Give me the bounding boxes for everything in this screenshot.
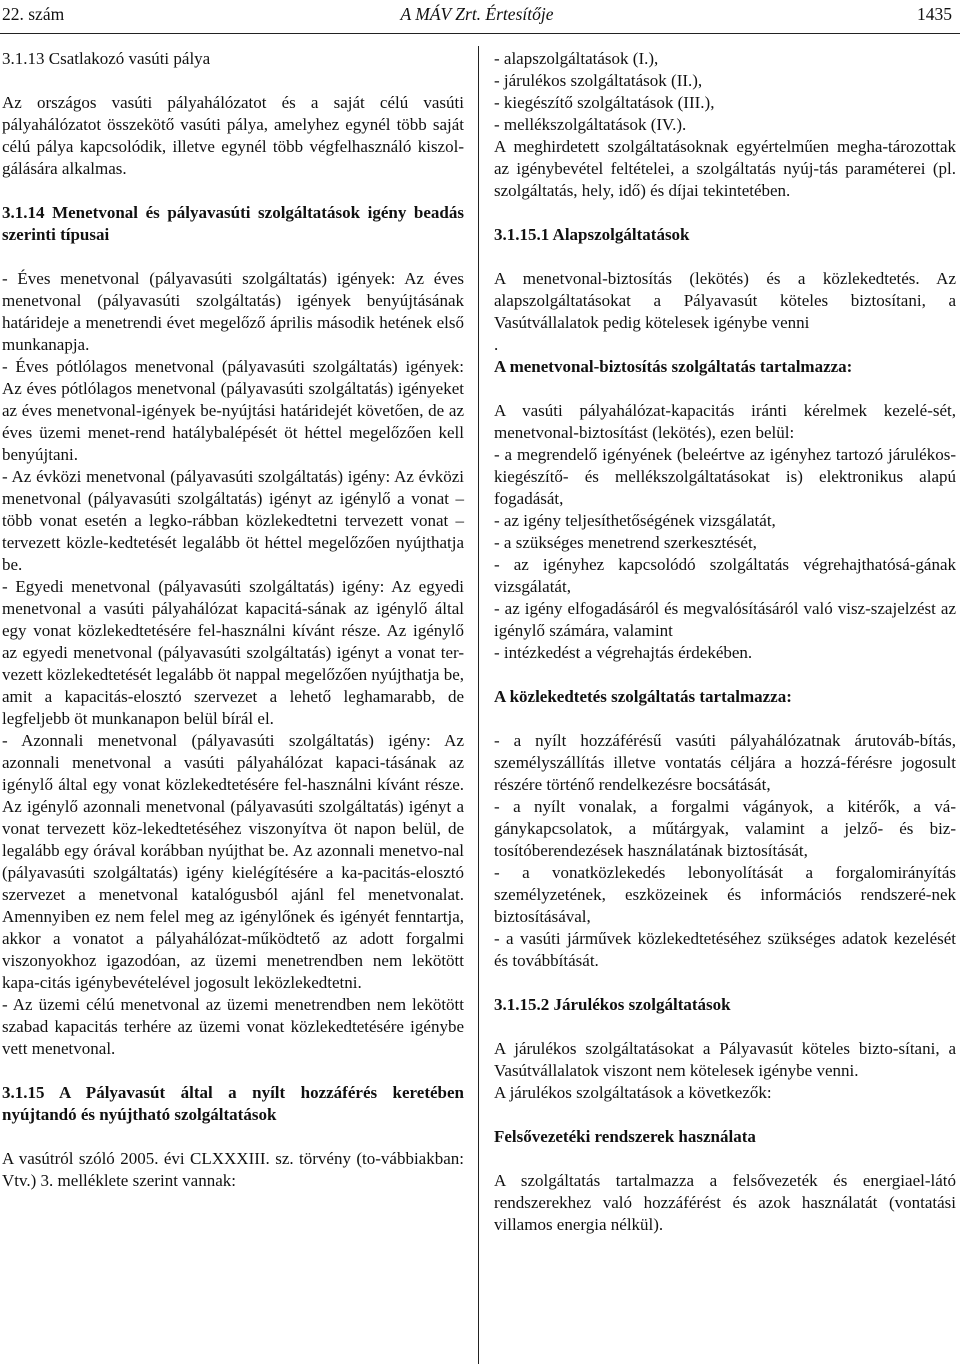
paragraph-vtv: A vasútról szóló 2005. évi CLXXXIII. sz. törvény (to-vábbiakban: Vtv.) 3. melléklete szerint vannak: xyxy=(2,1149,464,1190)
section-3-1-13-text: Az országos vasúti pályahálózatot és a saját célú vasúti pályahálózatot összekötő vasúti pálya, amelyhez egynél több saját célú pálya kapcsolódik, illetve egynél több végfelhasználó kiszol-gálására alkalmas. xyxy=(2,93,464,178)
section-3-1-15-title: 3.1.15 A Pályavasút által a nyílt hozzáférés keretében nyújtandó és nyújtható szolgáltatások xyxy=(2,1083,464,1124)
section-3-1-14-title: Menetvonal és pályavasúti szolgáltatások igény beadás szerinti típusai xyxy=(2,203,464,244)
list-item: - intézkedést a végrehajtás érdekében. xyxy=(494,643,753,662)
list-item: - a megrendelő igényének (beleértve az igényhez tartozó járulékos-kiegészítő- és mellékszolgáltatásokat is) elektronikus alapú fogadását, xyxy=(494,445,956,508)
issue-number: 22. szám xyxy=(2,4,65,24)
column-divider xyxy=(478,46,479,1364)
paragraph-jarulekos-2: A járulékos szolgáltatások a következők: xyxy=(494,1083,772,1102)
paragraph-dot: . xyxy=(494,335,499,354)
paragraph-evkozi: - Az évközi menetvonal (pályavasúti szolgáltatás) igény: Az évközi menetvonal (pályavasúti szolgáltatás) igényt az igénylő a vonat – több vonat esetén a legko-rábban közlekedtetni tervezett vonat – tervezett közle-kedtetését legalább öt héttel megelőzően nyújthatja be. xyxy=(2,467,464,574)
left-column xyxy=(2,48,464,1192)
paragraph-egyedi: - Egyedi menetvonal (pályavasúti szolgáltatás) igény: Az egyedi menetvonal a vasúti pályahálózat kapacitá-sának az igénylő által egy vonat közlekedtetésére fel-használni kívánt része. Az igénylő az egyedi menetvonal (pályavasúti szolgáltatás) igényt a vonat ter-vezett közlekedtetését legalább öt nappal megelőzően nyújthatja be, amit a kapacitás-elosztó szervezet a lehető leghamarabb, de legfeljebb öt munkanapon belül bírál el. xyxy=(2,577,464,728)
paragraph-alapszolgaltatasok: A menetvonal-biztosítás (lekötés) és a közlekedtetés. Az alapszolgáltatásokat a Pályavasút köteles biztosítani, a Vasútvállalatok pedig kötelesek igénybe venni xyxy=(494,269,956,332)
heading-felsovezeteki: Felsővezetéki rendszerek használata xyxy=(494,1127,756,1146)
heading-menetvonal-biztositas: A menetvonal-biztosítás szolgáltatás tartalmazza: xyxy=(494,357,853,376)
list-item: - a nyílt vonalak, a forgalmi vágányok, a kitérők, a vá-gánykapcsolatok, a műtárgyak, valamint a jelző- és biz-tosítóberendezések használatának biztosítását, xyxy=(494,797,956,860)
journal-title: A MÁV Zrt. Értesítője xyxy=(400,4,554,24)
list-item: - az igényhez kapcsolódó szolgáltatás végrehajthatósá-gának vizsgálatát, xyxy=(494,555,956,596)
paragraph-meghirdetett: A meghirdetett szolgáltatásoknak egyértelműen megha-tározottak az igénybevétel feltételei, a szolgáltatás nyúj-tás paraméterei (pl. szolgáltatás, hely, idő) és díjai tekintetében. xyxy=(494,137,956,200)
list-item: - az igény teljesíthetőségének vizsgálatát, xyxy=(494,511,776,530)
paragraph-azonnali: - Azonnali menetvonal (pályavasúti szolgáltatás) igény: Az azonnali menetvonal a vasúti pályahálózat kapaci-tásának az igénylő által egy vonat közlekedtetésére fel-használni kívánt része. Az igénylő azonnali menetvonal (pályavasúti szolgáltatás) igényt a vonat tervezett köz-lekedtetéséhez viszonyítva öt napon belül, de legalább egy órával korábban nyújthat be. Az azonnali menetvo-nal (pályavasúti szolgáltatás) igény kielégítésére a ka-pacitás-elosztó szervezet a menetvonal katalógusból ajánl fel menetvonalat. Amennyiben ez nem felel meg az igénylőnek és igényét fenntartja, akkor a vonatot a pályahálózat-működtető az adott forgalmi viszonyokhoz igazodóan, az üzemi menetrendben nem lekötött kapa-citás igénybevételével jogosult leközlekedtetni. xyxy=(2,731,464,992)
list-item: - járulékos szolgáltatások (II.), xyxy=(494,71,703,90)
list-item: - alapszolgáltatások (I.), xyxy=(494,49,659,68)
paragraph-jarulekos-1: A járulékos szolgáltatásokat a Pályavasút köteles bizto-sítani, a Vasútvállalatok viszont nem kötelesek igénybe venni. xyxy=(494,1039,956,1080)
list-item: - a nyílt hozzáférésű vasúti pályahálózatnak árutováb-bítás, személyszállítás illetve vontatás céljára a hozzá-férésre jogosult részére történő rendelkezésre bocsátását, xyxy=(494,731,956,794)
page-number: 1435 xyxy=(917,4,952,24)
section-3-1-13-title: 3.1.13 Csatlakozó vasúti pálya xyxy=(2,49,211,68)
page-header xyxy=(0,4,954,30)
header-rule xyxy=(0,33,960,34)
paragraph-felsovezeteki: A szolgáltatás tartalmazza a felsővezeték és energiael-látó rendszerekhez való hozzáférést és azok használatát (vontatási villamos energia nélkül). xyxy=(494,1171,956,1234)
section-3-1-14-number: 3.1.14 xyxy=(2,203,45,222)
section-3-1-14-heading xyxy=(2,202,464,246)
paragraph-eves: - Éves menetvonal (pályavasúti szolgáltatás) igények: Az éves menetvonal (pályavasúti szolgáltatás) igények benyújtásának határideje a menetrendi évet megelőző április második hetének első munkanapja. xyxy=(2,269,464,354)
paragraph-potlolagos: - Éves pótlólagos menetvonal (pályavasúti szolgáltatás) igények: Az éves pótlólagos menetvonal (pályavasúti szolgáltatás) igényeket az éves menetvonal-igények be-nyújtási határidejét követően, de az éves üzemi menet-rend hatálybalépését öt héttel megelőzően kell benyújtani. xyxy=(2,357,464,464)
heading-kozlekedtetes: A közlekedtetés szolgáltatás tartalmazza: xyxy=(494,687,792,706)
list-item: - a szükséges menetrend szerkesztését, xyxy=(494,533,757,552)
paragraph-menetvonal: A vasúti pályahálózat-kapacitás iránti kérelmek kezelé-sét, menetvonal-biztosítást (lekötés), ezen belül: xyxy=(494,401,956,442)
list-item: - a vasúti járművek közlekedtetéséhez szükséges adatok kezelését és továbbítását. xyxy=(494,929,956,970)
paragraph-uzemi: - Az üzemi célú menetvonal az üzemi menetrendben nem lekötött szabad kapacitás terhére az üzemi vonat közlekedtetésére igénybe vett menetvonal. xyxy=(2,995,464,1058)
list-item: - kiegészítő szolgáltatások (III.), xyxy=(494,93,715,112)
section-3-1-15-2-title: 3.1.15.2 Járulékos szolgáltatások xyxy=(494,995,731,1014)
list-item: - mellékszolgáltatások (IV.). xyxy=(494,115,687,134)
right-column xyxy=(494,48,956,1236)
list-item: - az igény elfogadásáról és megvalósításáról való visz-szajelzést az igénylő számára, valamint xyxy=(494,599,956,640)
section-3-1-15-1-title: 3.1.15.1 Alapszolgáltatások xyxy=(494,225,690,244)
list-item: - a vonatközlekedés lebonyolítását a forgalomirányítás személyzetének, eszközeinek és információs rendszeré-nek biztosításával, xyxy=(494,863,956,926)
